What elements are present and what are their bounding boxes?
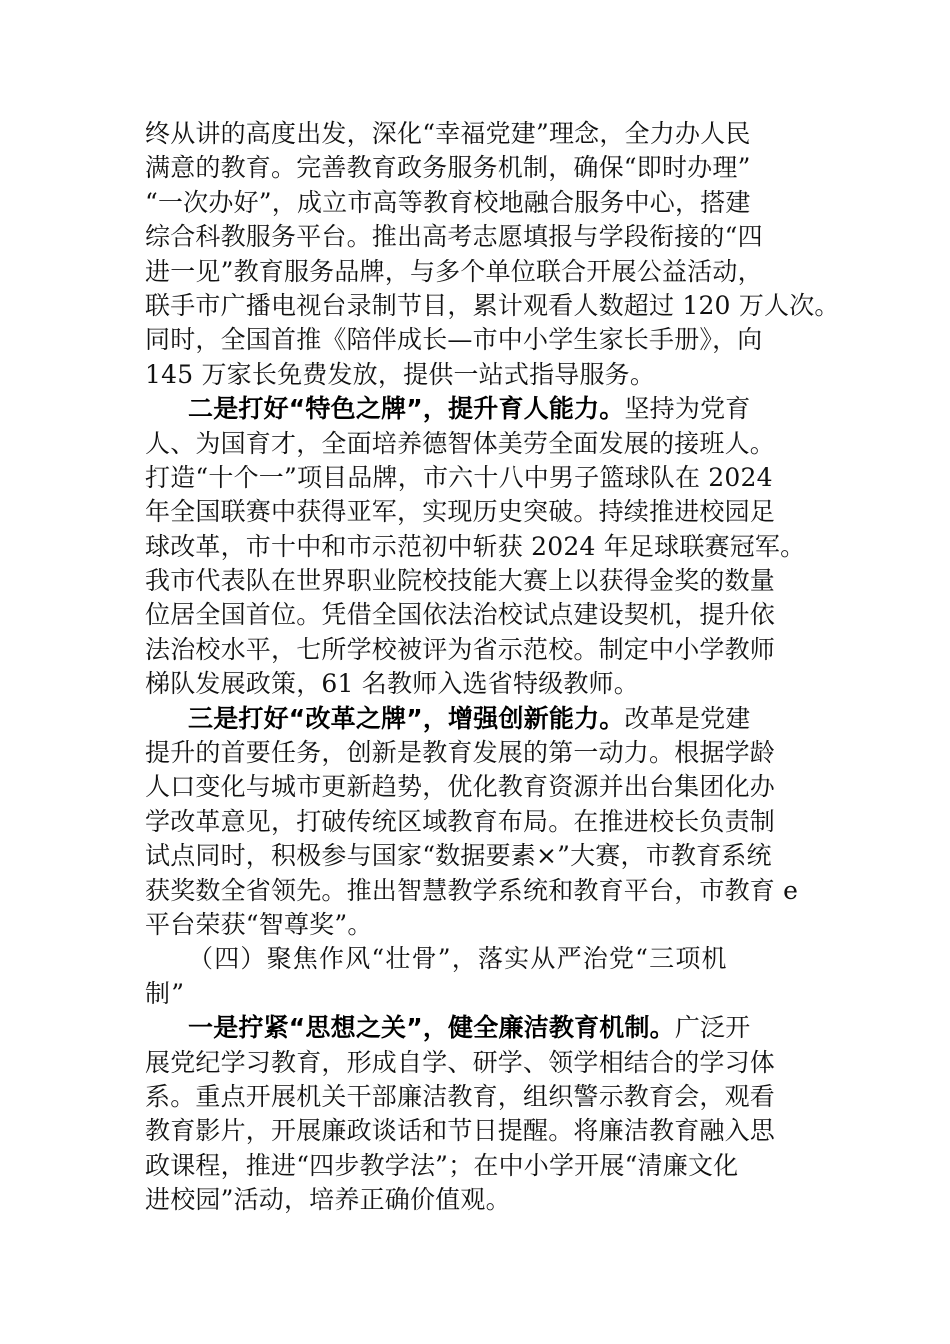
paragraph-line: 教育影片，开展廉政谈话和节日提醒。将廉洁教育融入思 (145, 1116, 776, 1146)
paragraph-4 (145, 1011, 810, 1217)
paragraph-line: 球改革，市十中和市示范初中斩获 2024 年足球联赛冠军。 (145, 531, 806, 561)
paragraph-first-line (145, 1011, 810, 1045)
paragraph-line: 打造“十个一”项目品牌，市六十八中男子篮球队在 2024 (145, 462, 773, 492)
paragraph-bold-lead: 三是打好“改革之牌”，增强创新能力。 (188, 703, 625, 733)
paragraph-line: 梯队发展政策，61 名教师入选省特级教师。 (145, 669, 639, 699)
paragraph-line: 年全国联赛中获得亚军，实现历史突破。持续推进校园足 (145, 497, 776, 527)
paragraph-line: 系。重点开展机关干部廉洁教育，组织警示教育会，观看 (145, 1081, 776, 1111)
paragraph-line: 人口变化与城市更新趋势，优化教育资源并出台集团化办 (145, 772, 776, 802)
paragraph-line: 我市代表队在世界职业院校技能大赛上以获得金奖的数量 (145, 566, 776, 596)
paragraph-bold-lead: 二是打好“特色之牌”，提升育人能力。 (188, 394, 625, 424)
paragraph-first-line-text: 改革是党建 (624, 703, 751, 733)
paragraph-1 (145, 117, 840, 392)
paragraph-line: 进一见”教育服务品牌，与多个单位联合开展公益活动， (145, 256, 763, 286)
section-heading-4 (145, 942, 810, 1011)
paragraph-line: 法治校水平，七所学校被评为省示范校。制定中小学教师 (145, 634, 776, 664)
paragraph-line: 试点同时，积极参与国家“数据要素×”大赛，市教育系统 (145, 841, 772, 871)
paragraph-first-line-text: 坚持为党育 (624, 394, 751, 424)
paragraph-line: 同时，全国首推《陪伴成长—市中小学生家长手册》，向 (145, 325, 763, 355)
paragraph-line: 综合科教服务平台。推出高考志愿填报与学段衔接的“四 (145, 222, 763, 252)
paragraph-line: 人、为国育才，全面培养德智体美劳全面发展的接班人。 (145, 428, 776, 458)
paragraph-line: 展党纪学习教育，形成自学、研学、领学相结合的学习体 (145, 1047, 776, 1077)
paragraph-line: 满意的教育。完善教育政务服务机制，确保“即时办理” (145, 153, 751, 183)
paragraph-line: 学改革意见，打破传统区域教育布局。在推进校长负责制 (145, 806, 776, 836)
paragraph-line: 145 万家长免费发放，提供一站式指导服务。 (145, 359, 656, 389)
paragraph-line: 平台荣获“智尊奖”。 (145, 909, 373, 939)
paragraph-first-line (145, 392, 810, 426)
paragraph-line: 位居全国首位。凭借全国依法治校试点建设契机，提升依 (145, 600, 776, 630)
paragraph-2 (145, 392, 810, 702)
paragraph-line: 进校园”活动，培养正确价值观。 (145, 1185, 511, 1215)
paragraph-line: 终从讲的高度出发，深化“幸福党建”理念，全力办人民 (145, 119, 751, 148)
paragraph-line: 提升的首要任务，创新是教育发展的第一动力。根据学龄 (145, 738, 776, 768)
document-body (145, 117, 840, 1218)
paragraph-line: 获奖数全省领先。推出智慧教学系统和教育平台，市教育 e (145, 875, 799, 905)
section-heading-line: （四）聚焦作风“壮骨”，落实从严治党“三项机 (188, 944, 728, 974)
paragraph-line: 联手市广播电视台录制节目，累计观看人数超过 120 万人次。 (145, 290, 840, 320)
paragraph-first-line (145, 702, 810, 736)
paragraph-3 (145, 702, 810, 943)
paragraph-line: “一次办好”，成立市高等教育校地融合服务中心，搭建 (145, 187, 751, 217)
paragraph-bold-lead: 一是拧紧“思想之关”，健全廉洁教育机制。 (188, 1013, 675, 1043)
paragraph-line: 政课程，推进“四步教学法”；在中小学开展“清廉文化 (145, 1150, 739, 1180)
section-heading-line: 制” (145, 978, 186, 1008)
paragraph-first-line-text: 广泛开 (674, 1013, 751, 1043)
